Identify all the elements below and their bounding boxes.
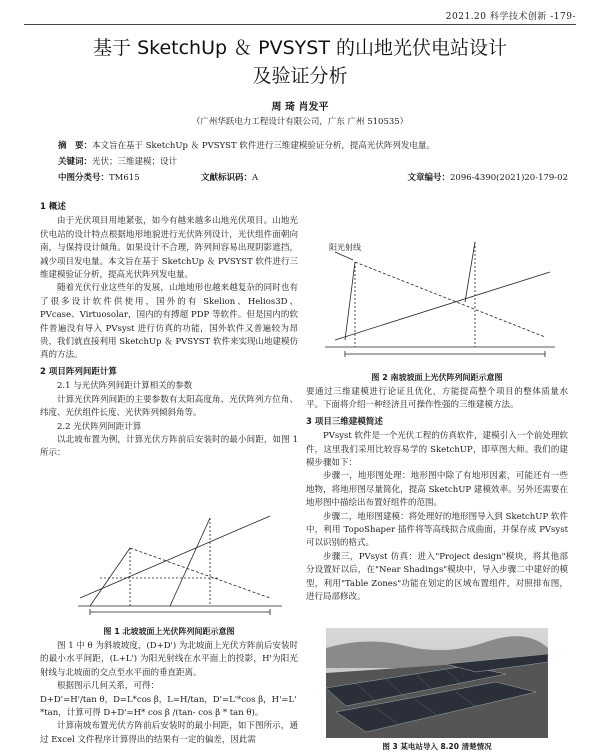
figure-1-diagram (70, 488, 290, 618)
classification-row (58, 172, 568, 185)
keywords-label: 关键词： (58, 157, 93, 167)
figure-2-caption: 图 2 南坡坡面上光伏阵列间距示意图 (371, 373, 503, 382)
clc-value: TM615 (109, 173, 140, 183)
paper-title (0, 34, 600, 90)
section-3-heading: 3 项目三维建模简述 (306, 416, 383, 427)
subsection-2-1: 2.1 与光伏阵列间距计算相关的参数 (57, 381, 193, 392)
sun-ray-label: 阳光射线 (329, 243, 361, 252)
slope-line (335, 272, 550, 340)
section-2-heading: 2 项目阵列间距计算 (40, 366, 117, 377)
keywords-text: 光伏；三维建模；设计 (92, 157, 178, 167)
doc-code-value: A (252, 173, 259, 183)
paragraph: PVsyst 软件是一个光伏工程的仿真软件，建模引入一个前处理软件，这里我们采用比较容易学的 SketchUP，即草图大师。我们的建模步骤如下： (306, 431, 568, 469)
panel-2 (170, 518, 210, 606)
abstract (58, 140, 560, 153)
panel-1 (345, 262, 355, 340)
sun-ray (355, 262, 545, 337)
authors: 周 琦 肖发平 (271, 102, 329, 113)
paragraph: 计算光伏阵列间距的主要参数有太阳高度角、光伏阵列方位角、纬度、光伏组件长度、光伏阵列倾斜角等。 (40, 394, 298, 419)
label-leader (335, 252, 353, 260)
figure-3-photo (326, 628, 548, 738)
paragraph: 由于光伏项目用地紧张，如今有越来越多山地光伏项目。山地光伏电站的设计特点根据地形地貌进行光伏阵列设计，光伏组件面朝向南，与保持设计倾角。如果设计不合理，阵列间容易出现阴影遮挡，减少项目发电量。本文旨在基于 SketchUp ＆ PVSYST 软件进行三维建模验证分析，提高光伏阵列发电量。 (40, 216, 298, 281)
paragraph: 随着光伏行业这些年的发展，山地地形也越来越复杂的同时也有了很多设计软件供使用，国外的有 Skelion、Helios3D、PVcase、Virtuosolar，国内的有搏超 PDP 等软件。但是国内的软件普遍没有导入 PVsyst 进行仿真的功能，国外软件又普遍较为昂贵，我们就直接利用 SketchUp ＆ PVSYST 软件来实现山地建模仿真的方法。 (40, 283, 298, 361)
paragraph: 步骤一，地形图处理：地形图中除了有地形因素，可能还有一些地物，将地形图尽量简化，提高 SketchUP 建模效率。另外还需要在地形图中描绘出布置好组件的范围。 (306, 471, 568, 509)
right-column (306, 386, 568, 605)
left-column-top (40, 198, 298, 461)
figure-1-caption: 图 1 北坡坡面上光伏阵列间距示意图 (103, 627, 235, 636)
left-column-bottom (40, 640, 298, 747)
page-header: 2021.20 科学技术创新 -179- (445, 12, 576, 22)
subsection-2-2: 2.2 光伏阵列间距计算 (57, 421, 142, 432)
paragraph: 计算南坡布置光伏方阵前后安装时的最小间距，如下图所示，通过 Excel 文件程序计算得出的结果有一定的偏差，因此需 (40, 721, 298, 745)
clc-label: 中图分类号： (58, 173, 110, 183)
slope-line (80, 516, 270, 598)
paragraph: 步骤三，PVsyst 仿真：进入"Project design"模块，将其他部分设置好以后，在"Near Shadings"模块中，导入步骤二中建好的模型，利用"Table Zones"功能在划定的区域布置组件，对照排布图，进行局部修改。 (306, 551, 568, 603)
affiliation: （广州华跃电力工程设计有限公司，广东 广州 510535） (191, 117, 409, 127)
abstract-label: 摘 要： (58, 141, 93, 151)
paragraph: 根据图示几何关系，可得： (57, 681, 160, 692)
doc-code-label: 文献标识码： (201, 173, 253, 183)
abstract-text: 本文旨在基于 SketchUp ＆ PVSYST 软件进行三维建模验证分析，提高光伏阵列发电量。 (92, 141, 435, 151)
title-line-2: 及验证分析 (252, 65, 348, 87)
article-label: 文章编号： (407, 173, 450, 183)
figure-2-diagram (315, 222, 565, 362)
title-line-1: 基于 SketchUp ＆ PVSYST 的山地光伏电站设计 (93, 37, 507, 59)
header-rule (24, 24, 576, 25)
panel-2 (465, 242, 475, 302)
figure-3-caption: 图 3 某电站导入 8.20 清楚情况 (382, 742, 492, 751)
sun-ray (130, 548, 270, 598)
paragraph: 步骤二，地形图建模：将处理好的地形图导入到 SketchUP 软件中，利用 TopoShaper 插件将等高线拟合成曲面，并保存成 PVsyst 可以识别的格式。 (306, 511, 568, 549)
formula-2: *tan，计算可得 D+D'=H* cos β /(tan- cos β * tan θ)。 (40, 708, 264, 719)
paragraph: 图 1 中 θ 为斜坡坡度，(D+D') 为北坡面上光伏方阵前后安装时的最小水平间距，(L+L') 为阳光射线在水平面上的投影，H'为阳光射线与北坡面的交点至水平面的垂直距离。 (40, 641, 298, 678)
keywords (58, 156, 560, 169)
paragraph: 要通过三维建模进行论证且优化，方能提高整个项目的整体质量水平。下面将介绍一种经济且可操作性强的三维建模方法。 (306, 387, 568, 411)
formula-1: D+D'=H'/tan θ，D=L*cos β，L=H/tan，D'=L'*cos β，H'=L' (40, 694, 297, 705)
section-1-heading: 1 概述 (40, 202, 66, 212)
panel-1 (90, 548, 130, 606)
article-value: 2096-4390(2021)20-179-02 (450, 173, 568, 183)
paragraph: 以北坡布置为例，计算光伏方阵前后安装时的最小间距，如图 1 所示： (40, 434, 298, 459)
